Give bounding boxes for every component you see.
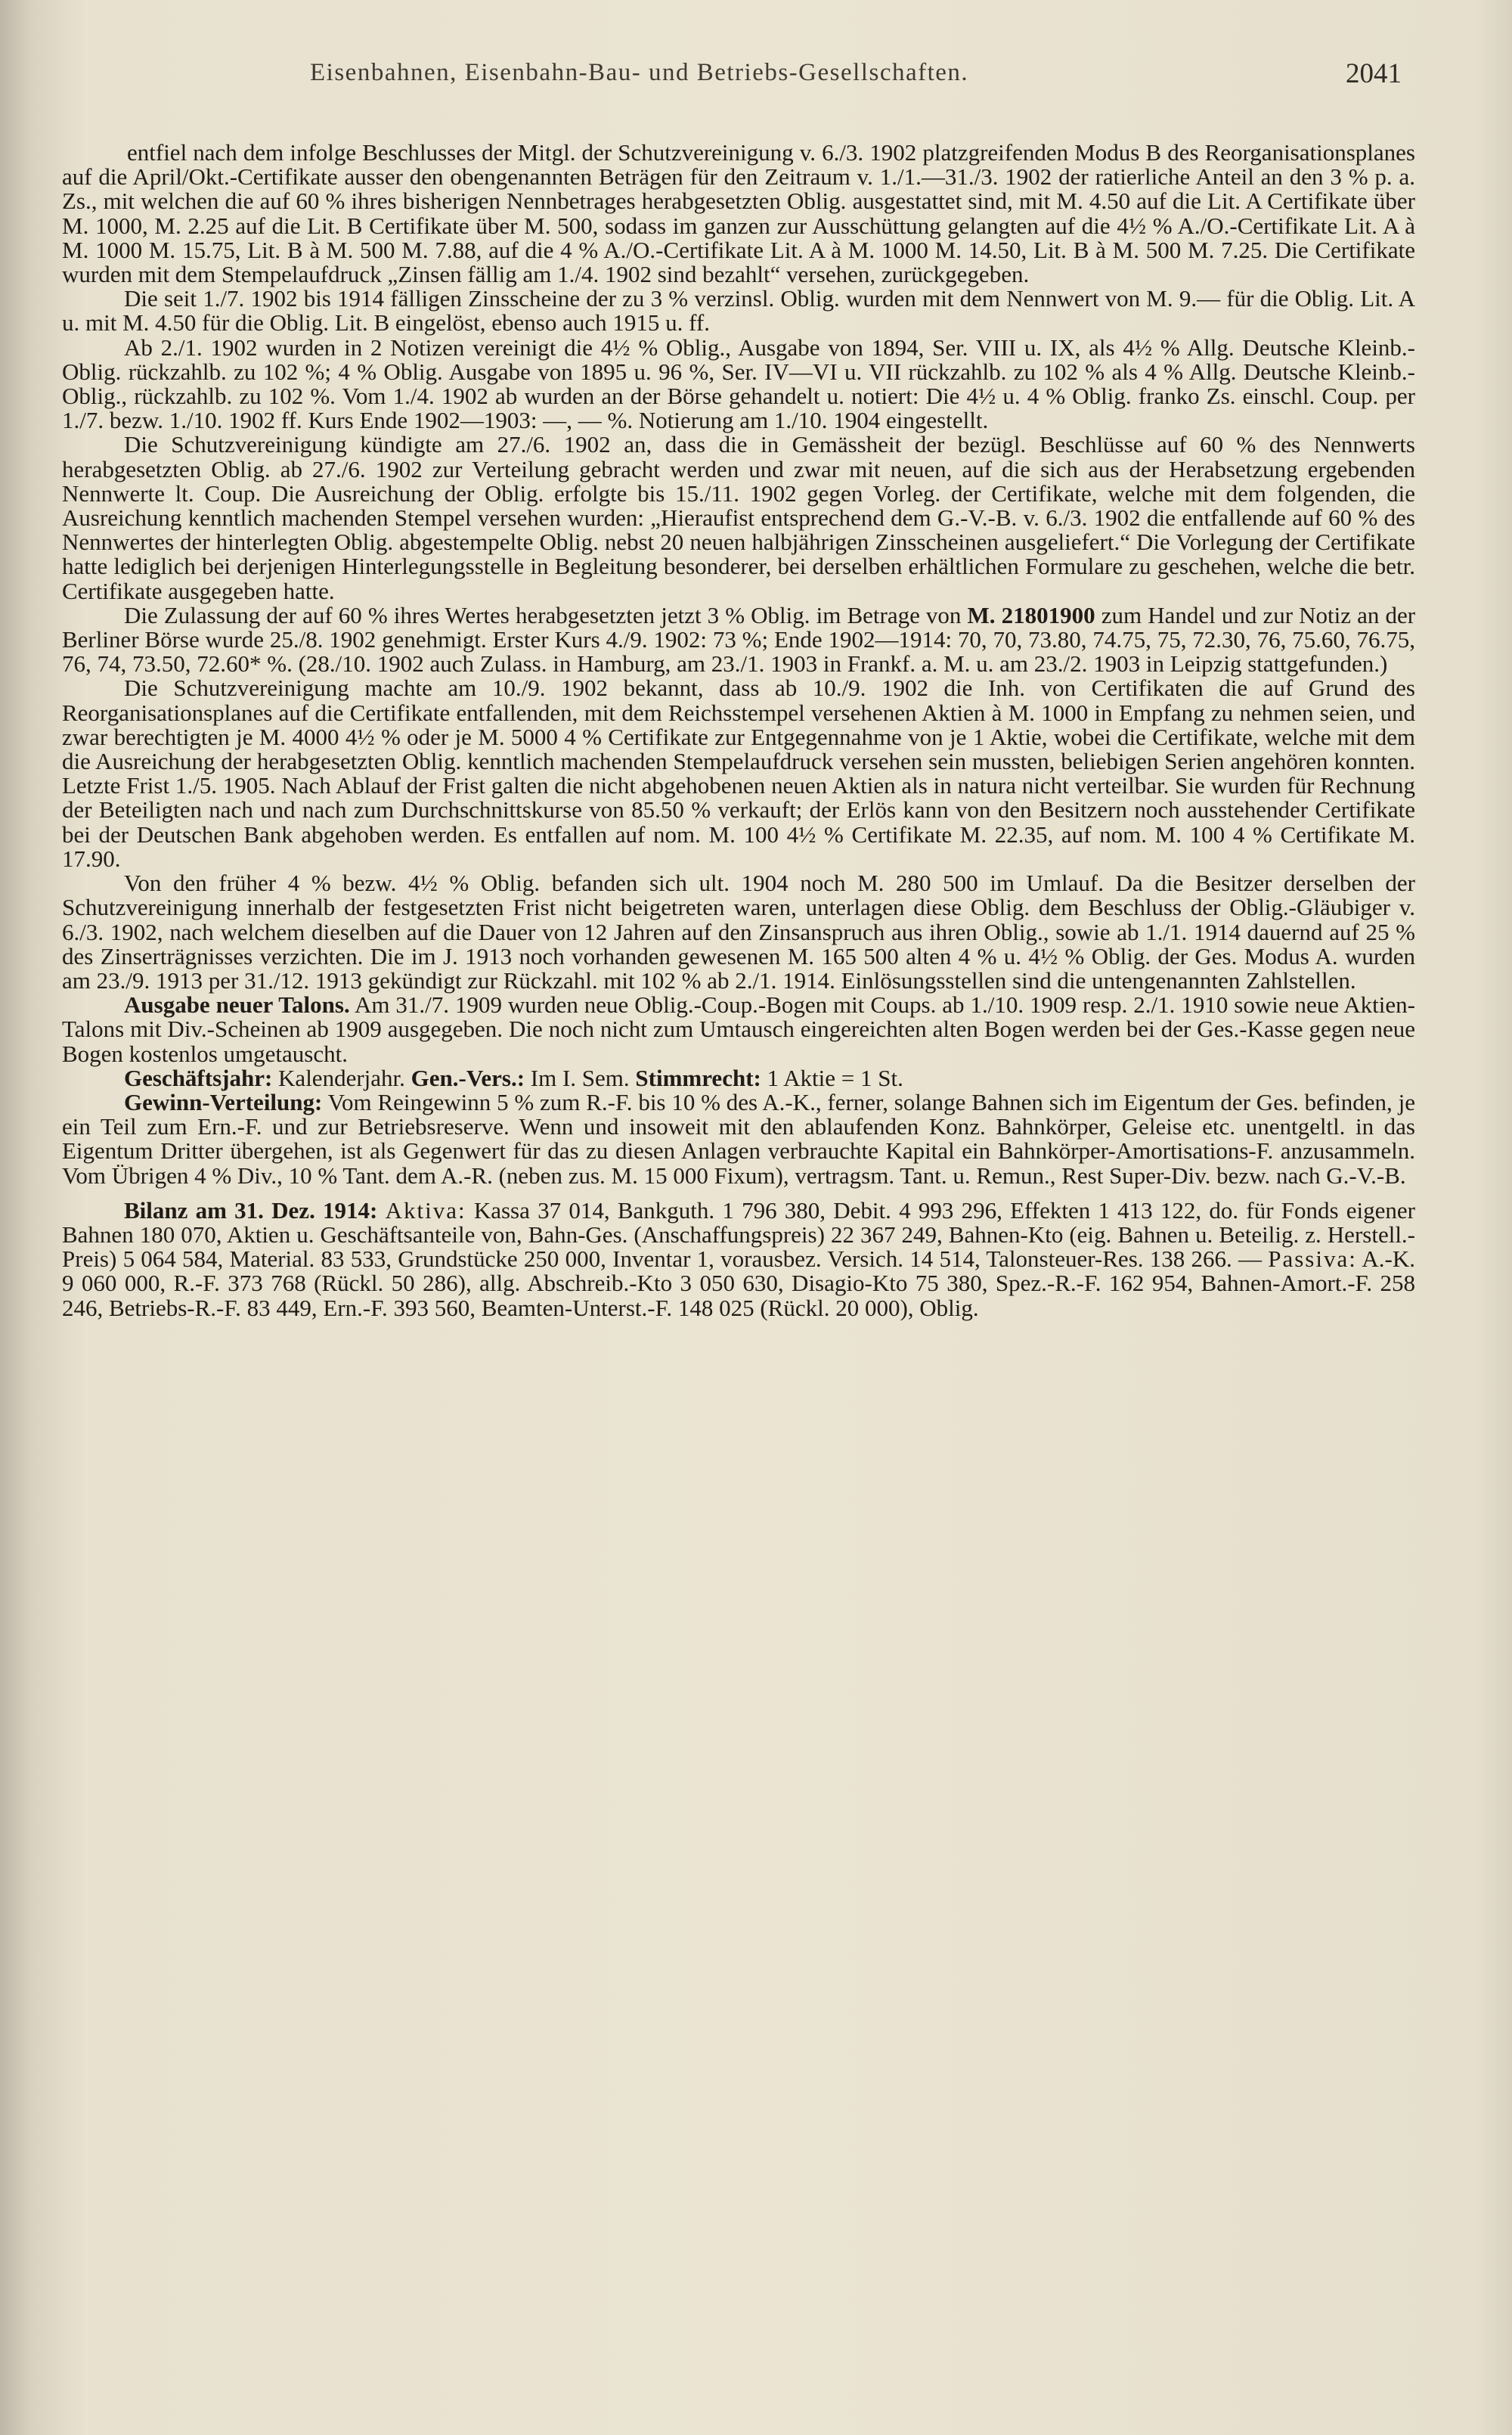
stimmrecht-label: Stimmrecht: xyxy=(635,1064,761,1091)
geschaeftsjahr-label: Geschäftsjahr: xyxy=(124,1064,273,1091)
talons-text: Am 31./7. 1909 wurden neue Oblig.-Coup.-Bogen mit Coups. ab 1./10. 1909 resp. 2./1. 1910 sowie neue Aktien-Talons mit Div.-Scheinen ab 1909 ausgegeben. Die noch nicht zum Umtausch eingereichten alten Bogen werden bei der Ges.-Kasse gegen neue Bogen kostenlos umgetauscht. xyxy=(62,991,1415,1067)
paragraph-zulassung xyxy=(62,603,1415,677)
paragraph-certificate-distribution: entfiel nach dem infolge Beschlusses der Mitgl. der Schutzvereinigung v. 6./3. 1902 platzgreifenden Modus B des Reorganisationsplanes auf die April/Okt.-Certifikate ausser den obengenannten Beträgen für den Zeitraum v. 1./1.—31./3. 1902 der ratierliche Anteil an den 3 % p. a. Zs., mit welchen die auf 60 % ihres bisherigen Nennbetrages herabgesetzten Oblig. ausgestattet sind, mit M. 4.50 auf die Lit. A Certifikate über M. 1000, M. 2.25 auf die Lit. B Certifikate über M. 500, sodass im ganzen zur Ausschüttung gelangten auf die 4½ % A./O.-Certifikate Lit. A à M. 1000 M. 15.75, Lit. B à M. 500 M. 7.88, auf die 4 % A./O.-Certifikate Lit. A à M. 1000 M. 14.50, Lit. B à M. 500 M. 7.25. Die Certifikate wurden mit dem Stempelaufdruck „Zinsen fällig am 1./4. 1902 sind bezahlt“ versehen, zurückgegeben. xyxy=(62,139,1415,288)
running-head xyxy=(0,59,1512,104)
aktiva-text: Kassa 37 014, Bankguth. 1 796 380, Debit. 4 993 296, Effekten 1 413 122, do. für Fonds eigener Bahnen 180 070, Aktien u. Geschäftsanteile von, Bahn-Ges. (Anschaffungspreis) 22 367 249, Bahnen-Kto (eig. Bahnen u. Beteilig. z. Herstell.-Preis) 5 064 584, Material. 83 533, Grundstücke 250 000, Inventar 1, vorausbez. Versich. 14 514, Talonsteuer-Res. 138 266. — xyxy=(62,1196,1415,1273)
gewinn-verteilung-label: Gewinn-Verteilung: xyxy=(124,1088,323,1115)
gen-vers-label: Gen.-Vers.: xyxy=(411,1064,525,1091)
page-number: 2041 xyxy=(1346,58,1402,89)
bilanz-heading: Bilanz am 31. Dez. 1914: xyxy=(124,1196,378,1224)
gewinn-verteilung-text: Vom Reingewinn 5 % zum R.-F. bis 10 % des A.-K., ferner, solange Bahnen sich im Eigentum der Ges. befinden, je ein Teil zum Ern.-F. und zur Betriebsreserve. Wenn und insoweit mit den ablaufenden Konz. Bahnkörper, Geleise etc. unentgeltl. in das Eigentum Dritter übergehen, ist als Gegenwert für das zu diesen Anlagen verbrauchte Kapital ein Bahnkörper-Amortisations-F. anzusammeln. Vom Übrigen 4 % Div., 10 % Tant. dem A.-R. (neben zus. M. 15 000 Fixum), vertragsm. Tant. u. Remun., Rest Super-Div. bezw. nach G.-V.-B. xyxy=(62,1088,1415,1189)
gen-vers-value: Im I. Sem. xyxy=(530,1064,630,1091)
paragraph-alte-oblig: Von den früher 4 % bezw. 4½ % Oblig. befanden sich ult. 1904 noch M. 280 500 im Umlauf. Da die Besitzer derselben der Schutzvereinigung innerhalb der festgesetzten Frist nicht beigetreten waren, unterlagen diese Oblig. dem Beschluss der Oblig.-Gläubiger v. 6./3. 1902, nach welchem dieselben auf die Dauer von 12 Jahren auf den Zinsanspruch aus ihren Oblig., sowie ab 1./1. 1914 dauernd auf 25 % des Zinserträgnisses verzichten. Die im J. 1913 noch vorhanden gewesenen M. 165 500 alten 4 % u. 4½ % Oblig. der Ges. Modus A. wurden am 23./9. 1913 per 31./12. 1913 gekündigt zur Rückzahl. mit 102 % ab 2./1. 1914. Einlösungsstellen sind die untengenannten Zahlstellen. xyxy=(62,870,1415,994)
paragraph-notizen: Ab 2./1. 1902 wurden in 2 Notizen vereinigt die 4½ % Oblig., Ausgabe von 1894, Ser. VIII u. IX, als 4½ % Allg. Deutsche Kleinb.-Oblig. rückzahlb. zu 102 %; 4 % Oblig. Ausgabe von 1895 u. 96 %, Ser. IV—VI u. VII rückzahlb. zu 102 % als 4 % Allg. Deutsche Kleinb.-Oblig., rückzahlb. zu 102 %. Vom 1./4. 1902 ab wurden an der Börse gehandelt u. notiert: Die 4½ u. 4 % Oblig. franko Zs. einschl. Coup. per 1./7. bezw. 1./10. 1902 ff. Kurs Ende 1902—1903: —, — %. Notierung am 1./10. 1904 eingestellt. xyxy=(62,333,1415,434)
stimmrecht-value: 1 Aktie = 1 St. xyxy=(767,1064,903,1091)
zulassung-amount: M. 21801900 xyxy=(967,601,1095,628)
talons-heading: Ausgabe neuer Talons. xyxy=(124,991,350,1019)
paragraph-bilanz xyxy=(62,1196,1416,1321)
paragraph-gewinn-verteilung xyxy=(62,1090,1415,1188)
paragraph-talons xyxy=(62,993,1415,1066)
paragraph-aktien-ausgabe: Die Schutzvereinigung machte am 10./9. 1902 bekannt, dass ab 10./9. 1902 die Inh. von Certifikaten die auf Grund des Reorganisationsplanes auf die Certifikate entfallenden, mit dem Reichsstempel versehenen Aktien à M. 1000 in Empfang zu nehmen seien, und zwar berechtigten je M. 4000 4½ % oder je M. 5000 4 % Certifikate zur Entgegennahme von je 1 Aktie, wobei die Certifikate, welche mit dem die Ausreichung der herabgesetzten Oblig. kenntlich machenden Stempelaufdruck versehen sein mussten, beliebigen Serien angehören konnten. Letzte Frist 1./5. 1905. Nach Ablauf der Frist galten die nicht abgehobenen neuen Aktien als in natura nicht verteilbar. Sie wurden für Rechnung der Beteiligten nach und nach zum Durchschnittskurse von 85.50 % verkauft; der Erlös kann von den Besitzern noch ausstehender Certifikate bei der Deutschen Bank abgehoben werden. Es entfallen auf nom. M. 100 4½ % Certifikate M. 22.35, auf nom. M. 100 4 % Certifikate M. 17.90. xyxy=(62,675,1415,872)
zulassung-text-post: zum Handel und zur Notiz an der Berliner Börse wurde 25./8. 1902 genehmigt. Erster Kurs 4./9. 1902: 73 %; Ende 1902—1914: 70, 70, 73.80, 74.75, 75, 72.30, 76, 75.60, 76.75, 76, 74, 73.50, 72.60* %. (28./10. 1902 auch Zulass. in Hamburg, am 23./1. 1903 in Frankf. a. M. u. am 23./2. 1903 in Leipzig stattgefunden.) xyxy=(62,601,1416,678)
geschaeftsjahr-value: Kalenderjahr. xyxy=(278,1064,405,1091)
paragraph-coupons: Die seit 1./7. 1902 bis 1914 fälligen Zinsscheine der zu 3 % verzinsl. Oblig. wurden mit dem Nennwert von M. 9.— für die Oblig. Lit. A u. mit M. 4.50 für die Oblig. Lit. B eingelöst, ebenso auch 1915 u. ff. xyxy=(62,285,1415,337)
paragraph-geschaeftsjahr xyxy=(62,1066,1415,1090)
zulassung-text-pre: Die Zulassung der auf 60 % ihres Wertes herabgesetzten jetzt 3 % Oblig. im Betrage von xyxy=(124,601,962,628)
running-title: Eisenbahnen, Eisenbahn-Bau- und Betriebs-Gesellschaften. xyxy=(310,59,969,86)
passiva-text: A.-K. 9 060 000, R.-F. 373 768 (Rückl. 50 286), allg. Abschreib.-Kto 3 050 630, Disagio-Kto 75 380, Spez.-R.-F. 162 954, Bahnen-Amort.-F. 258 246, Betriebs-R.-F. 83 449, Ern.-F. 393 560, Beamten-Unterst.-F. 148 025 (Rückl. 20 000), Oblig. xyxy=(62,1245,1416,1321)
aktiva-label: Aktiva: xyxy=(385,1196,466,1224)
body-text xyxy=(62,141,1415,1320)
passiva-label: Passiva: xyxy=(1268,1245,1357,1273)
paragraph-schutzvereinigung: Die Schutzvereinigung kündigte am 27./6. 1902 an, dass die in Gemässheit der bezügl. Beschlüsse auf 60 % des Nennwerts herabgesetzten Oblig. ab 27./6. 1902 zur Verteilung gebracht werden und zwar mit neuen, auf die sich aus der Herabsetzung ergebenden Nennwerte lt. Coup. Die Ausreichung der Oblig. erfolgte bis 15./11. 1902 gegen Vorleg. der Certifikate, welche mit dem folgenden, die Ausreichung kenntlich machenden Stempel versehen wurden: „Hieraufist entsprechend dem G.-V.-B. v. 6./3. 1902 die entfallende auf 60 % des Nennwertes der hinterlegten Oblig. abgestempelte Oblig. nebst 20 neuen halbjährigen Zinsscheinen ausgeliefert.“ Die Vorlegung der Certifikate hatte lediglich bei derjenigen Hinterlegungsstelle in Begleitung besonderer, bei derselben erhältlichen Formulare zu geschehen, welche die betr. Certifikate ausgegeben hatte. xyxy=(62,431,1415,604)
